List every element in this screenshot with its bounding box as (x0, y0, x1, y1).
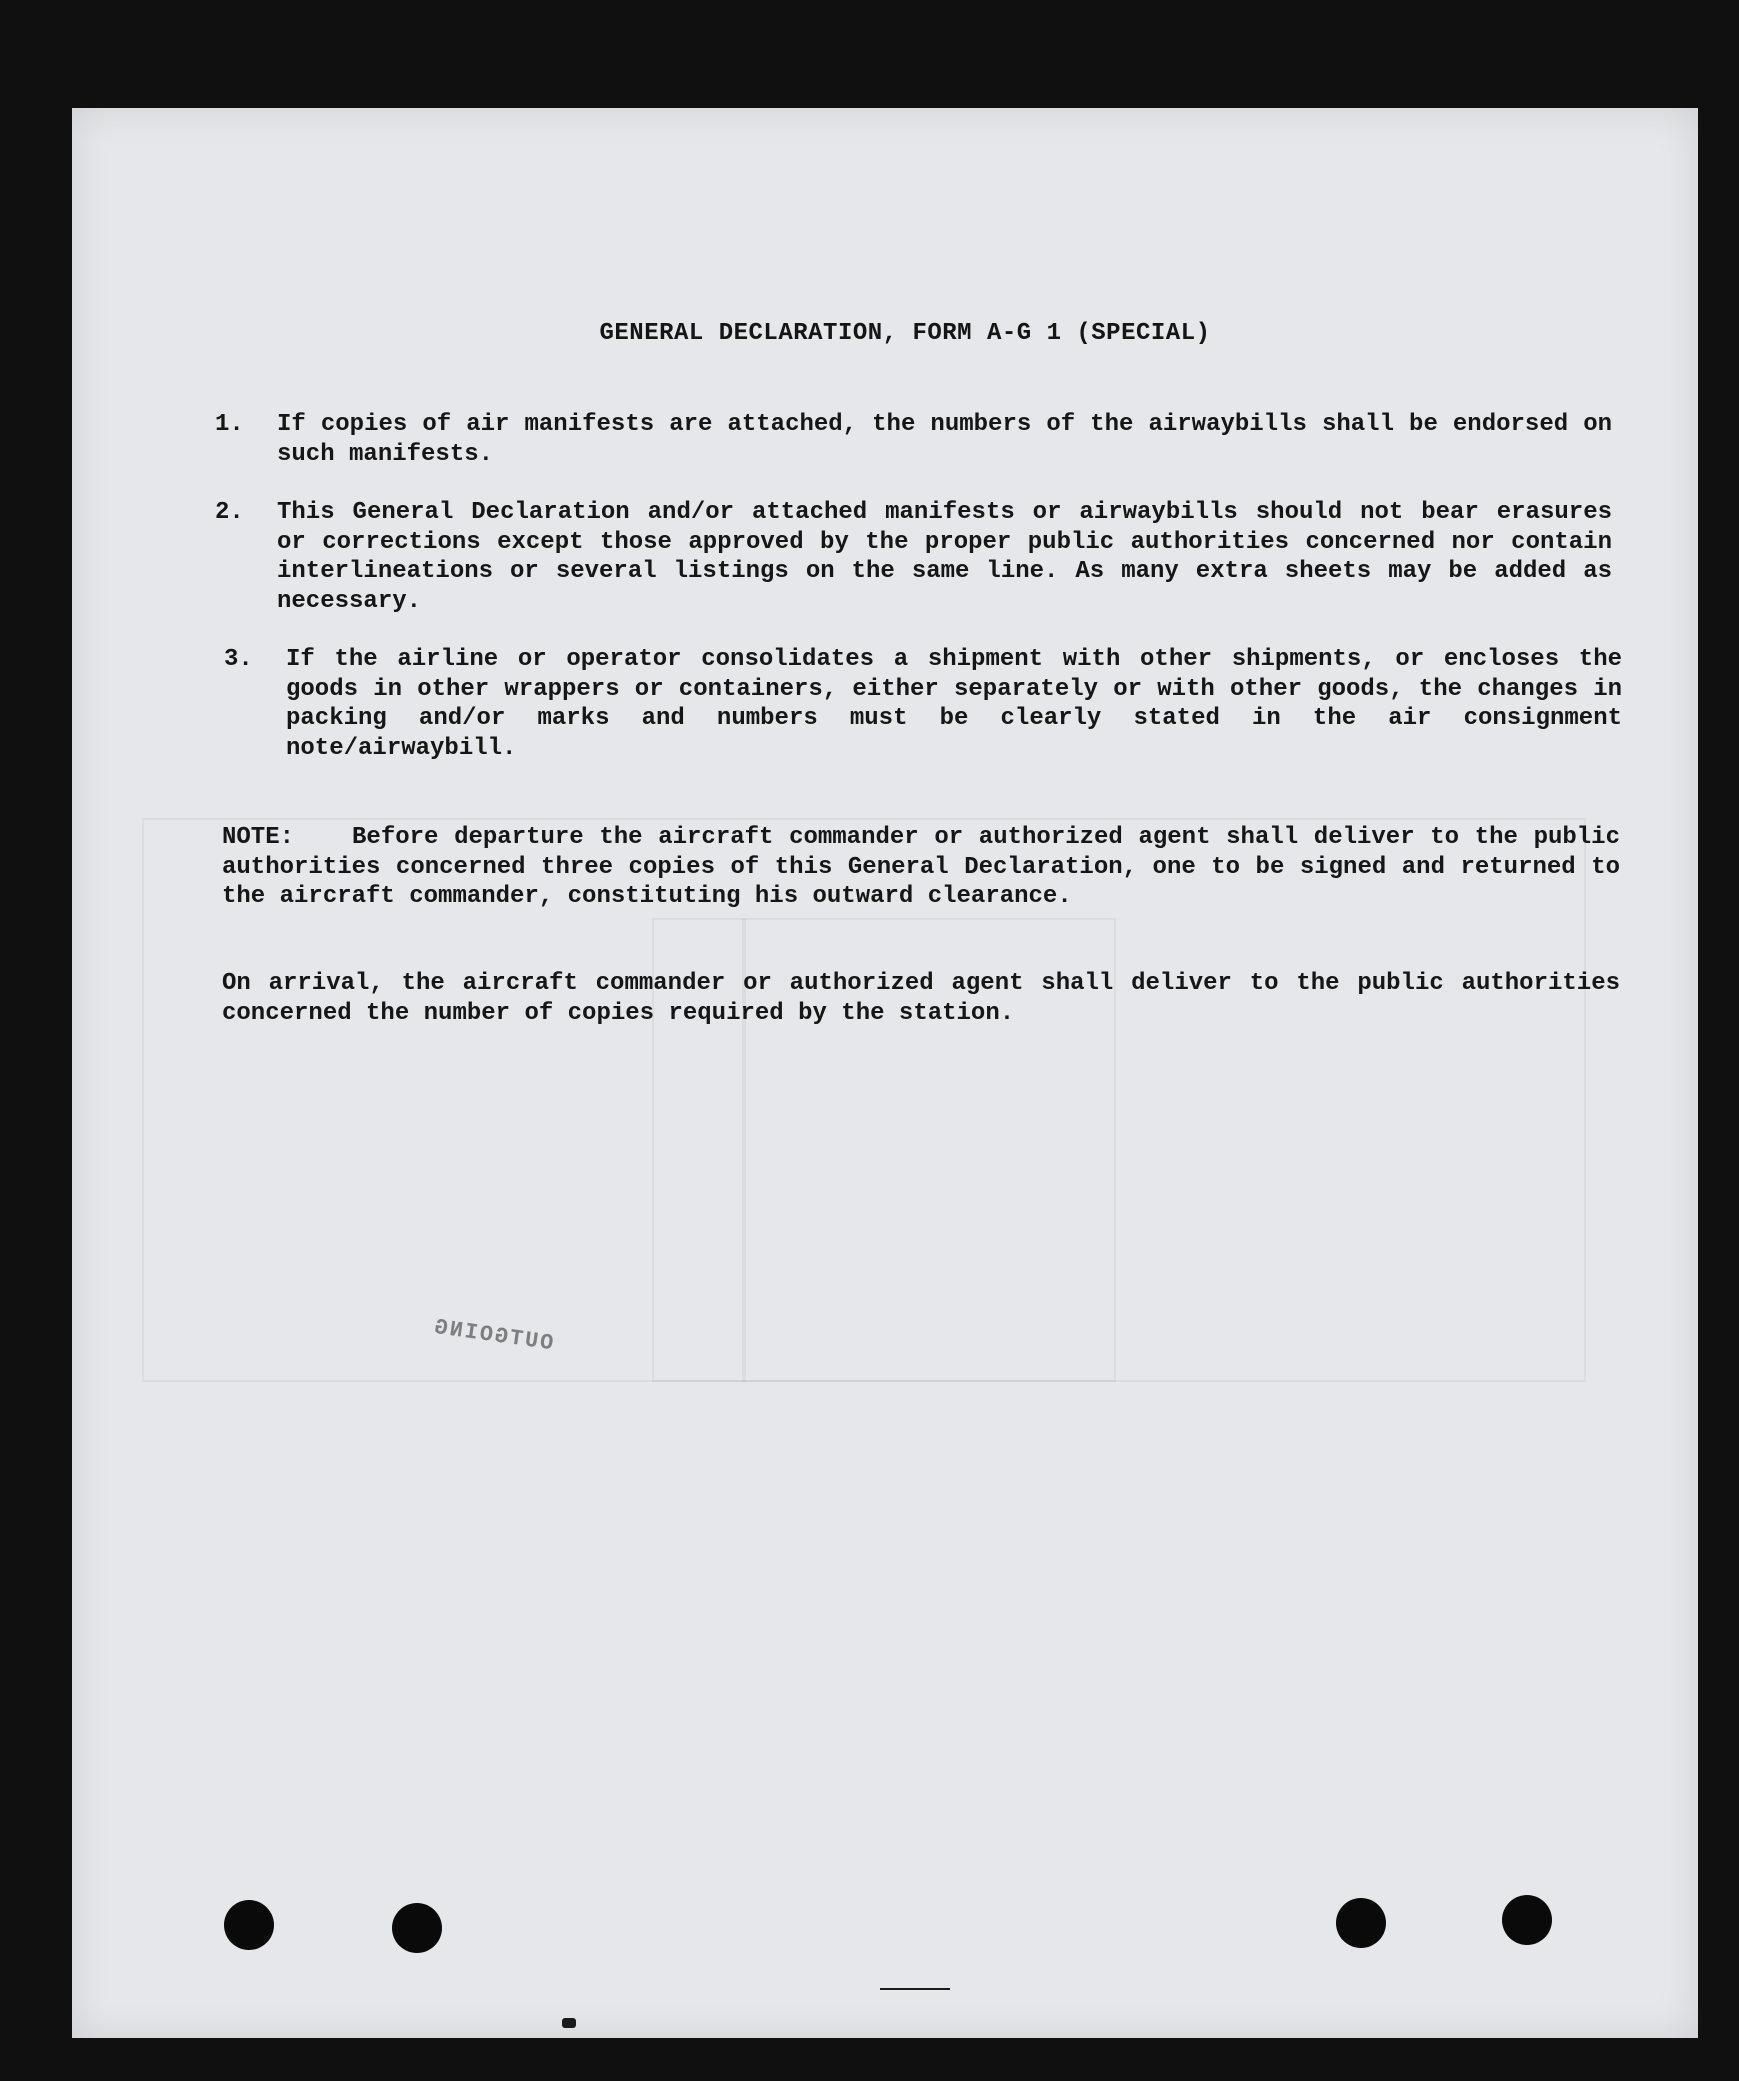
note-paragraph (222, 823, 1620, 912)
list-item-text: This General Declaration and/or attached manifests or airwaybills should not bear erasures or corrections except those approved by the proper public authorities concerned nor contain interlineations or several listings on the same line. As many extra sheets may be added as necessary. (277, 499, 1612, 615)
punch-hole (1502, 1895, 1552, 1945)
list-item (224, 645, 1622, 763)
list-item-text: If the airline or operator consolidates a shipment with other shipments, or encloses the goods in other wrappers or containers, either separately or with other goods, the changes in packing and/or marks and numbers must be clearly stated in the air consignment note/airwaybill. (286, 646, 1622, 762)
punch-hole (224, 1900, 274, 1950)
bleed-through-stamp (431, 1315, 555, 1357)
arrival-text: On arrival, the aircraft commander or authorized agent shall deliver to the public authorities concerned the number of copies required by the station. (222, 970, 1620, 1027)
list-item-number: 1. (215, 411, 244, 438)
note-label: NOTE: (222, 824, 295, 851)
arrival-paragraph (222, 969, 1620, 1028)
document-page (72, 108, 1698, 2038)
stamp-text: OUTGOING (430, 1314, 555, 1357)
bleed-through-background (72, 108, 1698, 2038)
list-item-number: 3. (224, 646, 253, 673)
punch-hole (1336, 1898, 1386, 1948)
list-item-number: 2. (215, 499, 244, 526)
form-title (72, 320, 1698, 347)
ink-spot (562, 2018, 576, 2028)
form-title-text: GENERAL DECLARATION, FORM A-G 1 (SPECIAL) (599, 320, 1211, 347)
punch-hole (392, 1903, 442, 1953)
list-item (215, 498, 1612, 616)
note-text: Before departure the aircraft commander or authorized agent shall deliver to the public authorities concerned three copies of this General Declaration, one to be signed and returned to the aircraft commander, constituting his outward clearance. (222, 824, 1620, 910)
list-item-text: If copies of air manifests are attached, the numbers of the airwaybills shall be endorsed on such manifests. (277, 411, 1612, 468)
list-item (215, 410, 1612, 469)
pencil-mark (880, 1988, 950, 1990)
